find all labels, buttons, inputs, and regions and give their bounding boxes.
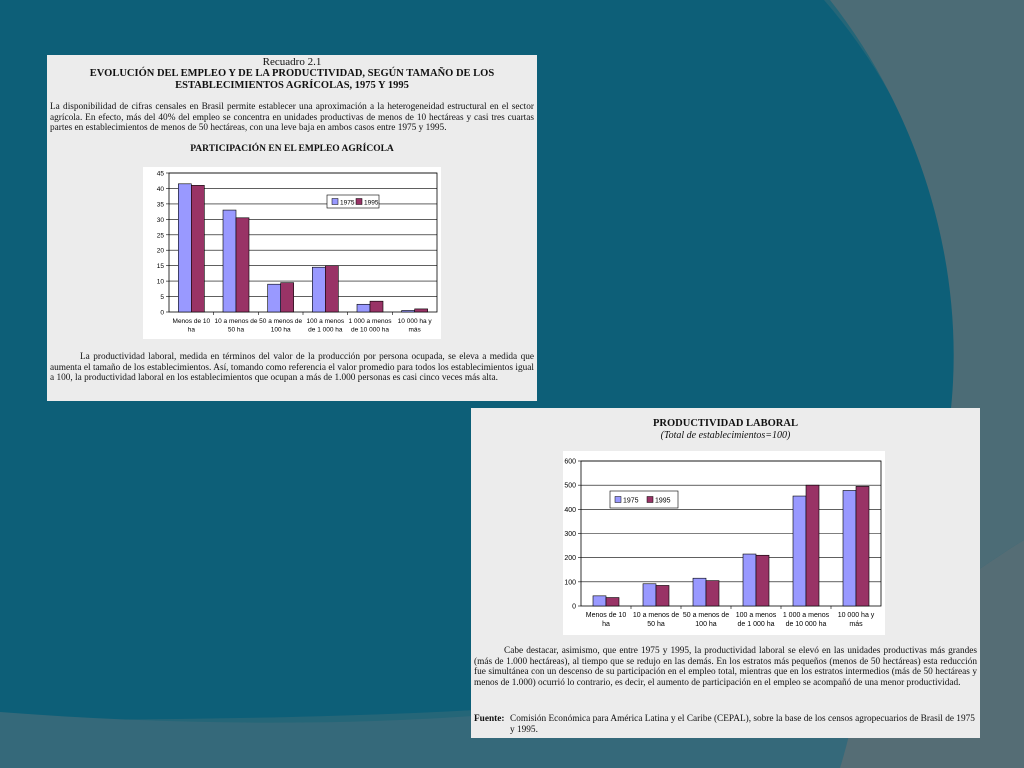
productivity-legend [610, 491, 678, 508]
employment-category-label: Menos de 10 ha [172, 318, 211, 334]
employment-bar-1995 [325, 266, 338, 312]
productivity-bar-1975 [743, 554, 756, 606]
recuadro-2-1 [47, 55, 537, 401]
employment-y-tick-label: 30 [156, 216, 164, 224]
productivity-legend-label-1975: 1975 [623, 497, 639, 505]
employment-legend-label-1975: 1975 [340, 199, 355, 207]
employment-bar-1975 [268, 284, 281, 312]
productivity-category-label: 1 000 a menos de 10 000 ha [782, 612, 830, 628]
employment-bar-1995 [191, 185, 204, 312]
employment-chart [143, 167, 441, 339]
productivity-chart [563, 451, 885, 635]
employment-category-label: 50 a menos de 100 ha [259, 318, 303, 334]
productivity-chart-title: PRODUCTIVIDAD LABORAL [653, 418, 798, 429]
productivity-category-label: 100 a menos de 1 000 ha [735, 612, 777, 628]
employment-y-tick-label: 35 [156, 201, 164, 209]
recuadro-title: EVOLUCIÓN DEL EMPLEO Y DE LA PRODUCTIVIDAD, SEGÚN TAMAÑO DE LOS ESTABLECIMIENTOS AGRÍCOLAS, 1975 Y 1995 [89, 68, 495, 91]
employment-plot-area [169, 173, 437, 312]
productivity-legend-label-1995: 1995 [655, 497, 671, 505]
source-label: Fuente: [474, 714, 505, 724]
productivity-category-label: 10 000 ha y más [837, 612, 875, 628]
productivity-bar-1995 [806, 485, 819, 606]
employment-legend-swatch-1995 [356, 199, 362, 205]
productivity-chart-subtitle: (Total de establecimientos=100) [660, 430, 791, 441]
productivity-y-tick-label: 100 [564, 579, 576, 587]
employment-category-label: 1 000 a menos de 10 000 ha [348, 318, 392, 334]
employment-legend-swatch-1975 [332, 199, 338, 205]
employment-bar-1995 [370, 301, 383, 312]
employment-bar-1995 [236, 218, 249, 312]
productivity-bar-1995 [606, 598, 619, 606]
intro-paragraph: La disponibilidad de cifras censales en Brasil permite establecer una aproximación a la heterogeneidad estructural en el sector agrícola. En efecto, más del 40% del empleo se concentra en unidades productivas de menos de 10 hectáreas y casi tres cuartas partes en establecimientos de menos de 50 hectáreas, con una leve baja en ambos casos entre 1975 y 1995. [50, 102, 534, 134]
source-note [474, 714, 977, 735]
recuadro-label: Recuadro 2.1 [262, 56, 322, 68]
employment-chart-title: PARTICIPACIÓN EN EL EMPLEO AGRÍCOLA [190, 143, 394, 154]
productivity-bar-1975 [593, 596, 606, 606]
productivity-category-label: Menos de 10 ha [585, 612, 627, 628]
productivity-category-label: 50 a menos de 100 ha [682, 612, 730, 628]
employment-bar-1975 [357, 304, 370, 312]
productivity-chart-svg [563, 451, 885, 635]
productivity-category-label: 10 a menos de 50 ha [632, 612, 680, 628]
employment-y-tick-label: 15 [156, 263, 164, 271]
productivity-paragraph: La productividad laboral, medida en términos del valor de la producción por persona ocupada, se eleva a medida que aumenta el tamaño de los establecimientos. Así, tomando como referencia el valor promedio para todos los establecimientos igual a 100, la productividad laboral en los establecimientos que ocupan a más de 1.000 personas es casi cinco veces más alta. [50, 352, 534, 384]
employment-bar-1975 [312, 267, 325, 312]
employment-legend-label-1995: 1995 [364, 199, 379, 207]
productivity-y-tick-label: 500 [564, 482, 576, 490]
productivity-bar-1975 [843, 490, 856, 606]
productivity-bar-1995 [856, 486, 869, 606]
employment-y-tick-label: 40 [156, 185, 164, 193]
productivity-y-tick-label: 0 [572, 603, 576, 611]
employment-y-tick-label: 45 [156, 170, 164, 178]
employment-y-tick-label: 0 [160, 309, 164, 317]
employment-bar-1975 [178, 184, 191, 312]
productivity-bar-1995 [756, 555, 769, 606]
productivity-bar-1995 [706, 581, 719, 606]
productivity-bar-1995 [656, 585, 669, 606]
employment-category-label: 10 000 ha y más [397, 318, 432, 334]
productivity-y-tick-label: 200 [564, 555, 576, 563]
source-text: Comisión Económica para América Latina y el Caribe (CEPAL), sobre la base de los censos agropecuarios de Brasil de 1975 y 1995. [510, 714, 975, 735]
productivity-bar-1975 [693, 578, 706, 606]
employment-y-tick-label: 5 [160, 294, 164, 302]
employment-legend [327, 195, 379, 208]
employment-category-label: 10 a menos de 50 ha [214, 318, 258, 334]
productivity-legend-swatch-1995 [647, 497, 653, 503]
productivity-bar-1975 [793, 496, 806, 606]
employment-bar-1995 [281, 283, 294, 312]
employment-y-tick-label: 10 [156, 278, 164, 286]
productivity-y-tick-label: 400 [564, 506, 576, 514]
employment-bar-1995 [415, 309, 428, 312]
analysis-paragraph: Cabe destacar, asimismo, que entre 1975 y 1995, la productividad laboral se elevó en las unidades productivas más grandes (más de 1.000 hectáreas), al tiempo que se redujo en las demás. En los estratos más pequeños (menos de 50 hectáreas) esta reducción fue simultánea con un descenso de su participación en el empleo total, mientras que en los estratos intermedios (más de 50 hectáreas y menos de 1.000) ocurrió lo contrario, es decir, el aumento de participación en el empleo se acompañó de una menor productividad. [474, 646, 977, 688]
employment-chart-svg [143, 167, 441, 339]
employment-bar-1975 [223, 210, 236, 312]
employment-y-tick-label: 20 [156, 247, 164, 255]
productivity-bar-1975 [643, 584, 656, 606]
productivity-legend-swatch-1975 [615, 497, 621, 503]
productivity-panel [471, 408, 980, 738]
productivity-y-tick-label: 600 [564, 458, 576, 466]
employment-bar-1975 [402, 310, 415, 312]
employment-category-label: 100 a menos de 1 000 ha [306, 318, 345, 334]
productivity-y-tick-label: 300 [564, 531, 576, 538]
employment-y-tick-label: 25 [156, 232, 164, 240]
